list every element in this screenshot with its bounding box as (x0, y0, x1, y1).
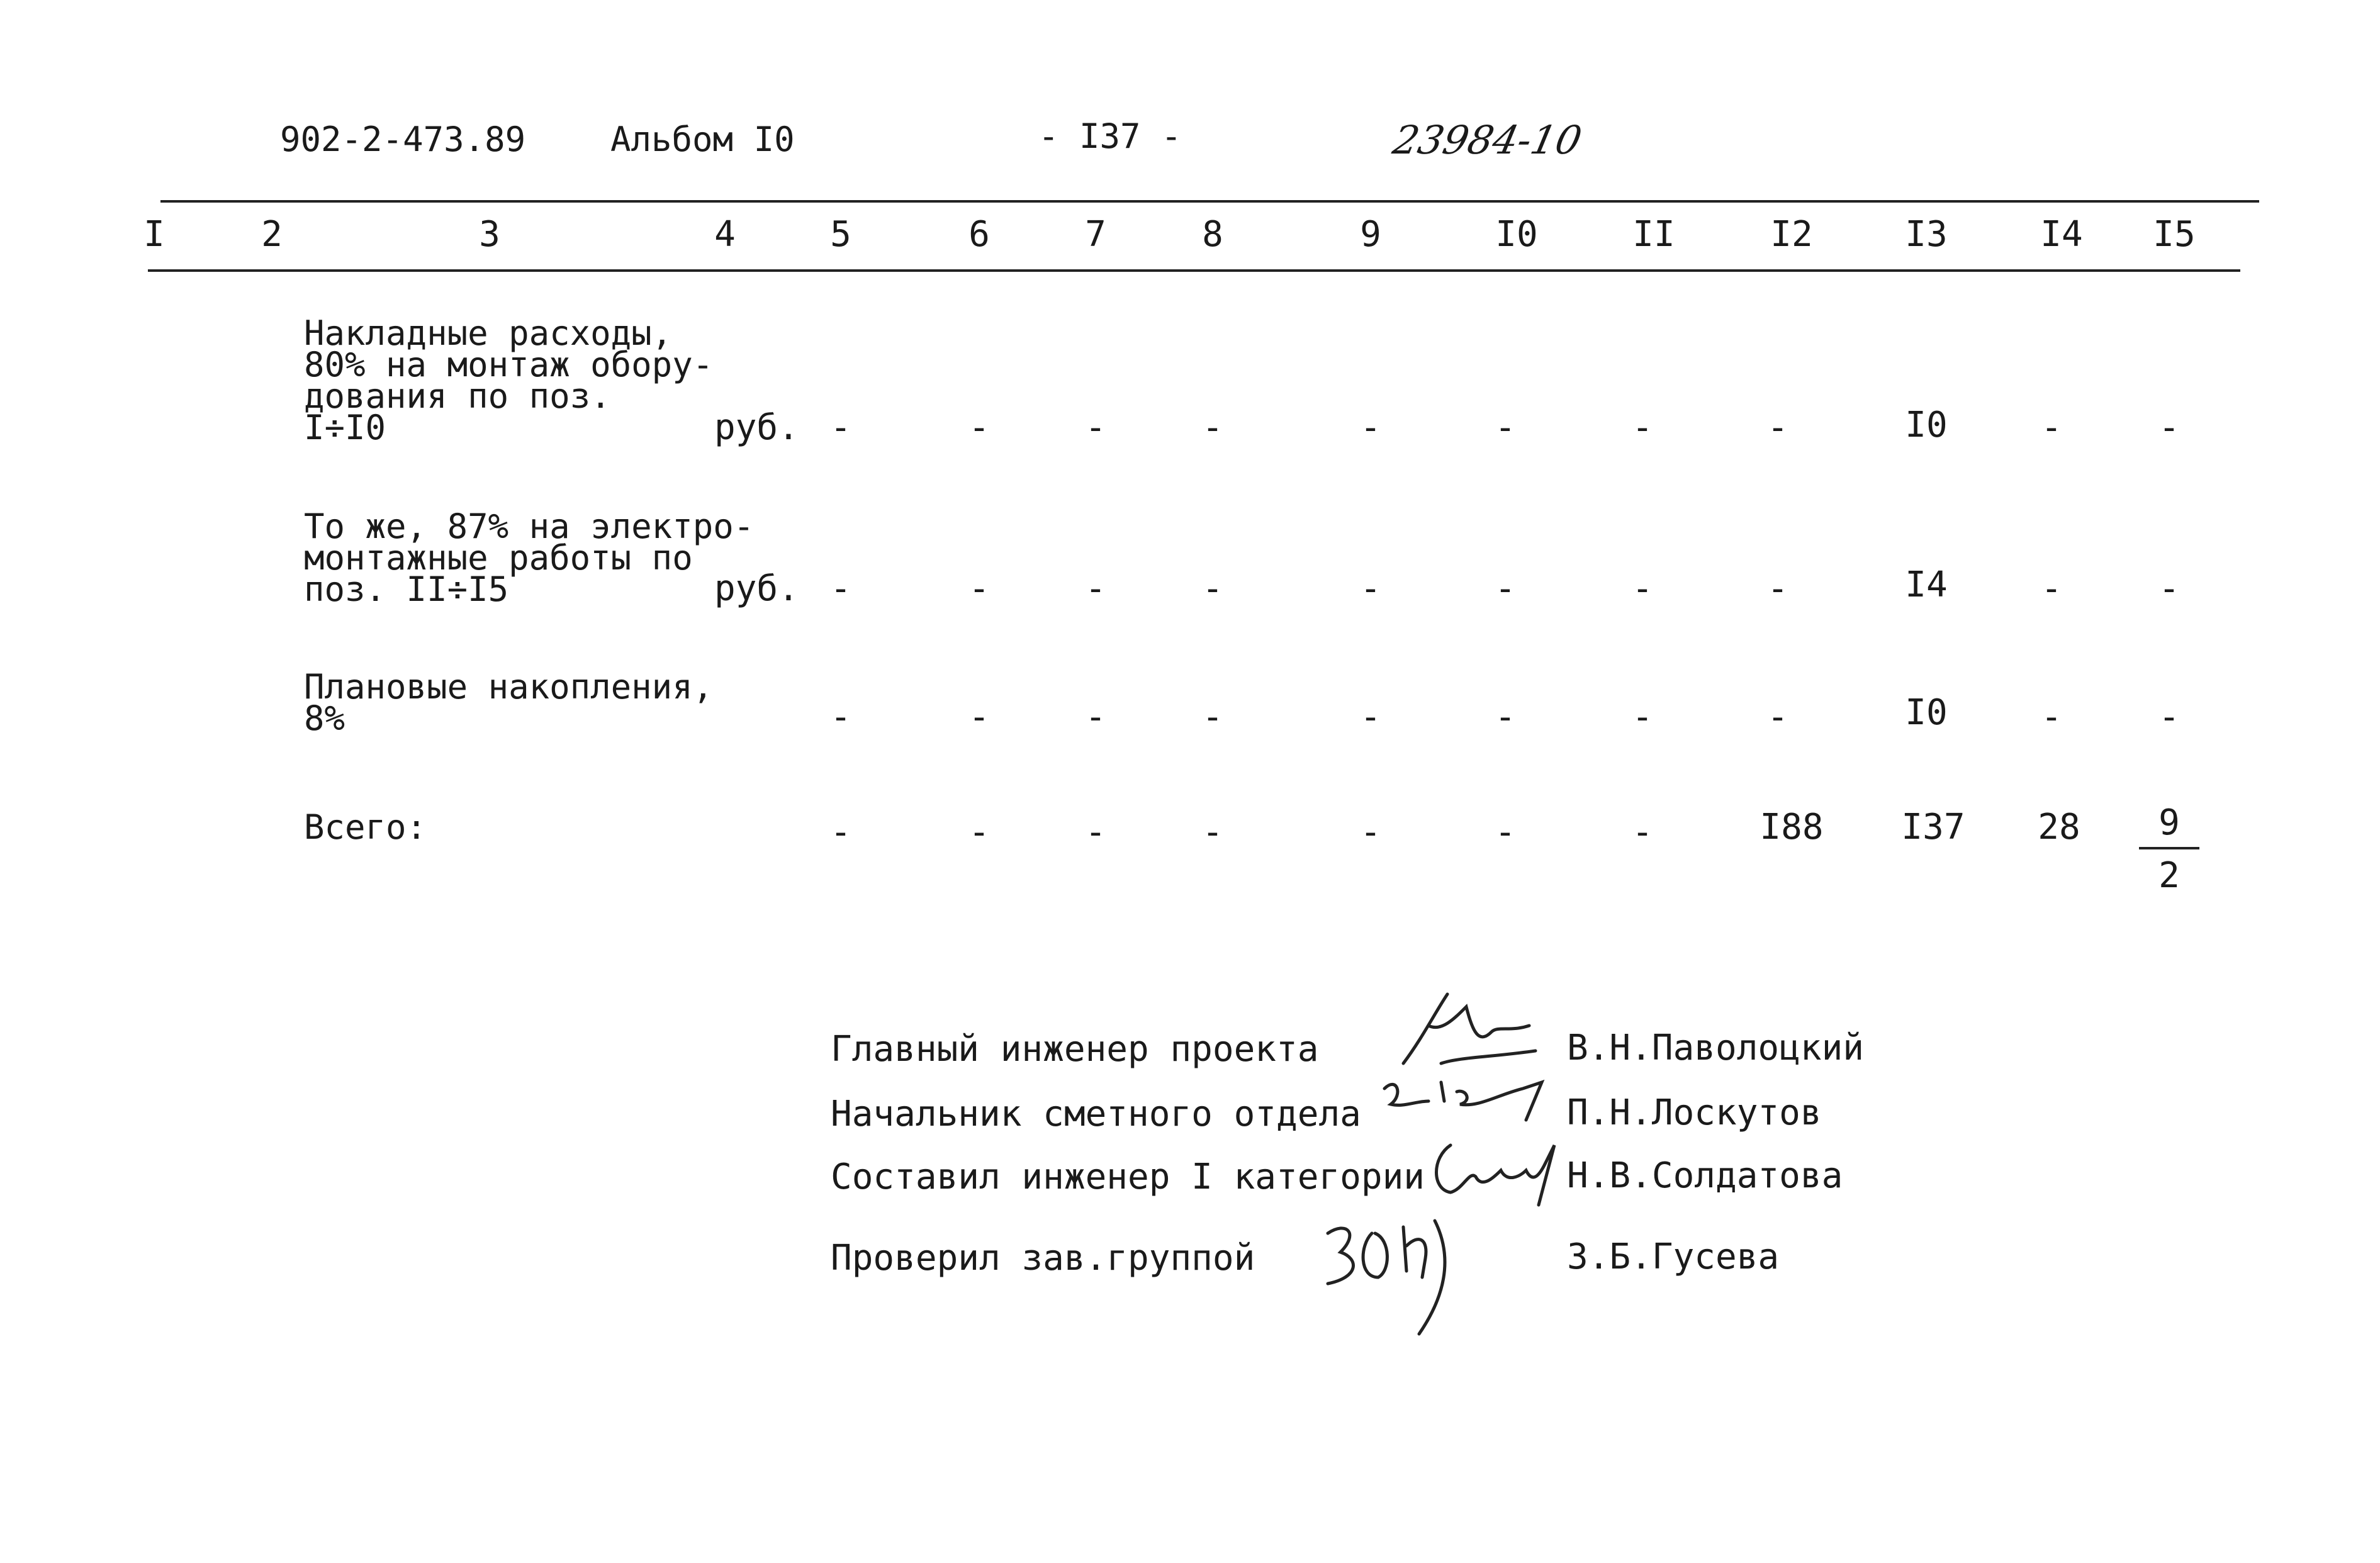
cell-col9: - (1360, 407, 1381, 448)
row-unit: руб. (714, 568, 799, 609)
cell-col11: - (1632, 407, 1653, 448)
doc-code: 902-2-473.89 (280, 120, 526, 159)
cell-col5: - (830, 697, 851, 737)
signature-role: Составил инженер I категории (831, 1157, 1425, 1197)
cell-col9: - (1360, 812, 1381, 853)
row-description: Плановые накопления, 8% (304, 667, 714, 738)
column-number-12: I2 (1770, 214, 1813, 255)
cell-col10: - (1495, 407, 1516, 448)
cell-col6: - (968, 697, 990, 737)
row-description: Накладные расходы, 80% на монтаж обору- дования по поз. I÷I0 (304, 313, 714, 447)
cell-col9: - (1360, 697, 1381, 737)
cell-col6: - (968, 407, 990, 448)
cell-col13: I0 (1905, 405, 1948, 445)
table-header-rule (148, 269, 2240, 272)
cell-col14: - (2041, 697, 2062, 737)
fraction-numerator: 9 (2158, 802, 2180, 843)
cell-col15: - (2158, 568, 2180, 609)
cell-col15: - (2158, 407, 2180, 448)
column-number-11: II (1632, 214, 1675, 255)
column-number-3: 3 (479, 214, 500, 255)
column-number-8: 8 (1202, 214, 1223, 255)
cell-col8: - (1202, 568, 1223, 609)
cell-col14: - (2041, 568, 2062, 609)
cell-col10: - (1495, 812, 1516, 853)
cell-col10: - (1495, 568, 1516, 609)
signature-name: П.Н.Лоскутов (1567, 1092, 1822, 1133)
cell-col7: - (1085, 697, 1106, 737)
cell-col8: - (1202, 407, 1223, 448)
cell-col13: I4 (1905, 564, 1948, 605)
signature-name: Н.В.Солдатова (1567, 1155, 1843, 1196)
fraction-bar (2139, 847, 2199, 849)
table-top-rule (160, 200, 2259, 203)
cell-col13: I37 (1901, 807, 1965, 848)
signature-role: Проверил зав.группой (831, 1238, 1255, 1279)
column-number-7: 7 (1085, 214, 1106, 255)
inventory-number: 23984-10 (1389, 117, 1586, 163)
cell-col11: - (1632, 812, 1653, 853)
cell-col14: 28 (2038, 807, 2080, 848)
handwritten-signature-4 (1309, 1208, 1460, 1349)
cell-col12: I88 (1760, 807, 1824, 848)
cell-col7: - (1085, 407, 1106, 448)
cell-col7: - (1085, 812, 1106, 853)
cell-col6: - (968, 568, 990, 609)
cell-col14: - (2041, 407, 2062, 448)
cell-col11: - (1632, 697, 1653, 737)
signature-role: Начальник сметного отдела (831, 1094, 1361, 1134)
cell-col5: - (830, 812, 851, 853)
column-number-6: 6 (968, 214, 990, 255)
cell-col7: - (1085, 568, 1106, 609)
handwritten-signature-2 (1372, 1070, 1561, 1141)
cell-col12: - (1767, 568, 1788, 609)
column-number-1: I (143, 214, 165, 255)
cell-col8: - (1202, 697, 1223, 737)
signature-name: В.Н.Паволоцкий (1567, 1028, 1865, 1068)
row-unit: руб. (714, 407, 799, 448)
column-number-15: I5 (2153, 214, 2196, 255)
cell-col12: - (1767, 697, 1788, 737)
signature-name: З.Б.Гусева (1567, 1236, 1780, 1277)
column-number-9: 9 (1360, 214, 1381, 255)
column-number-5: 5 (830, 214, 851, 255)
page-number: - I37 - (1038, 116, 1182, 156)
album-label: Альбом I0 (610, 120, 795, 159)
cell-col6: - (968, 812, 990, 853)
handwritten-signature-3 (1425, 1133, 1570, 1217)
fraction-denominator: 2 (2158, 855, 2180, 896)
cell-col10: - (1495, 697, 1516, 737)
cell-col13: I0 (1905, 692, 1948, 733)
column-number-14: I4 (2040, 214, 2083, 255)
column-number-10: I0 (1495, 214, 1538, 255)
cell-col5: - (830, 568, 851, 609)
cell-col8: - (1202, 812, 1223, 853)
signature-role: Главный инженер проекта (831, 1029, 1319, 1070)
cell-col9: - (1360, 568, 1381, 609)
cell-col15: - (2158, 697, 2180, 737)
cell-col15-fraction (2125, 802, 2213, 896)
column-number-4: 4 (714, 214, 736, 255)
column-number-13: I3 (1905, 214, 1948, 255)
cell-col12: - (1767, 407, 1788, 448)
total-label: Всего: (304, 807, 427, 847)
cell-col5: - (830, 407, 851, 448)
column-number-2: 2 (261, 214, 283, 255)
cell-col11: - (1632, 568, 1653, 609)
row-description: То же, 87% на электро- монтажные работы по поз. II÷I5 (304, 507, 755, 609)
